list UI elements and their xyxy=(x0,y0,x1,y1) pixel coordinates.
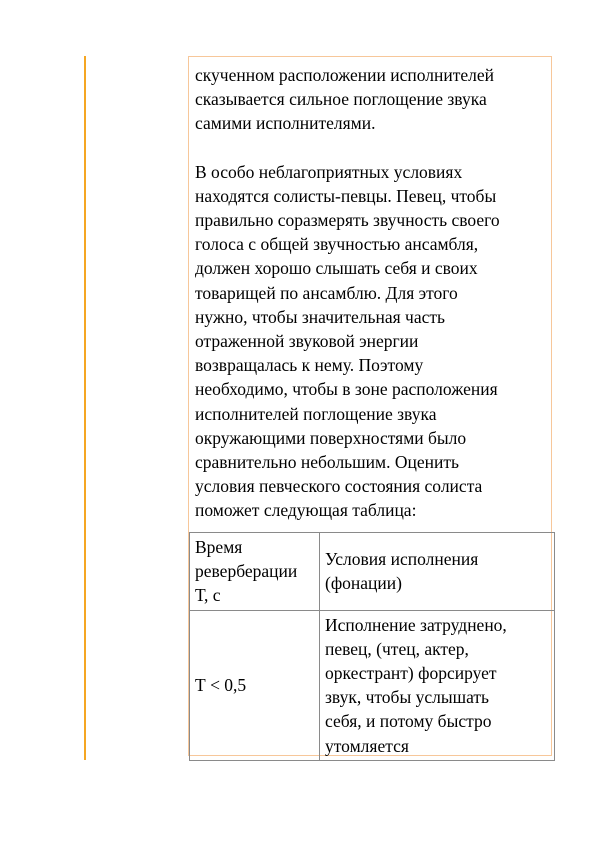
cell-text: утомляется xyxy=(325,735,409,756)
text-line: правильно соразмерять звучность своего xyxy=(195,210,500,231)
text-line: необходимо, чтобы в зоне расположения xyxy=(195,379,498,400)
cell-conditions xyxy=(320,610,555,760)
header-cell-conditions xyxy=(320,533,555,611)
header-text: (фонации) xyxy=(325,573,402,594)
cell-text: Исполнение затруднено, xyxy=(325,614,507,635)
header-text: Условия исполнения xyxy=(325,549,479,570)
cell-text: себя, и потому быстро xyxy=(325,711,492,732)
text-line: находятся солисты-певцы. Певец, чтобы xyxy=(195,185,497,206)
text-line: голоса с общей звучностью ансамбля, xyxy=(195,234,479,255)
paragraph-1 xyxy=(195,63,551,136)
cell-text: певец, (чтец, актер, xyxy=(325,638,469,659)
text-line: В особо неблагоприятных условиях xyxy=(195,161,463,182)
paragraph-gap xyxy=(195,136,551,160)
text-line: скученном расположении исполнителей xyxy=(195,65,495,85)
reverberation-table xyxy=(189,532,555,761)
text-line: нужно, чтобы значительная часть xyxy=(195,306,446,327)
paragraph-2 xyxy=(195,160,551,523)
header-text: Время xyxy=(195,537,243,557)
table-row xyxy=(190,610,555,760)
text-line: окружающими поверхностями было xyxy=(195,427,467,448)
text-frame xyxy=(188,56,552,756)
text-content xyxy=(195,63,551,523)
cell-time-value: Т < 0,5 xyxy=(190,610,320,760)
table-header-row xyxy=(190,533,555,611)
header-text: реверберации xyxy=(195,561,298,582)
header-cell-time xyxy=(190,533,320,611)
header-text: Т, с xyxy=(195,585,221,606)
text-line: самими исполнителями. xyxy=(195,113,376,134)
text-line: поможет следующая таблица: xyxy=(195,500,417,521)
text-line: должен хорошо слышать себя и своих xyxy=(195,258,478,279)
text-line: исполнителей поглощение звука xyxy=(195,403,437,424)
cell-text: звук, чтобы услышать xyxy=(325,687,490,708)
text-line: сказывается сильное поглощение звука xyxy=(195,89,487,110)
text-line: товарищей по ансамблю. Для этого xyxy=(195,282,458,303)
text-line: отраженной звуковой энергии xyxy=(195,331,419,352)
text-line: сравнительно небольшим. Оценить xyxy=(195,452,459,473)
margin-rule xyxy=(84,56,86,760)
text-line: возвращалась к нему. Поэтому xyxy=(195,355,424,376)
cell-text: оркестрант) форсирует xyxy=(325,663,497,684)
text-line: условия певческого состояния солиста xyxy=(195,476,483,497)
